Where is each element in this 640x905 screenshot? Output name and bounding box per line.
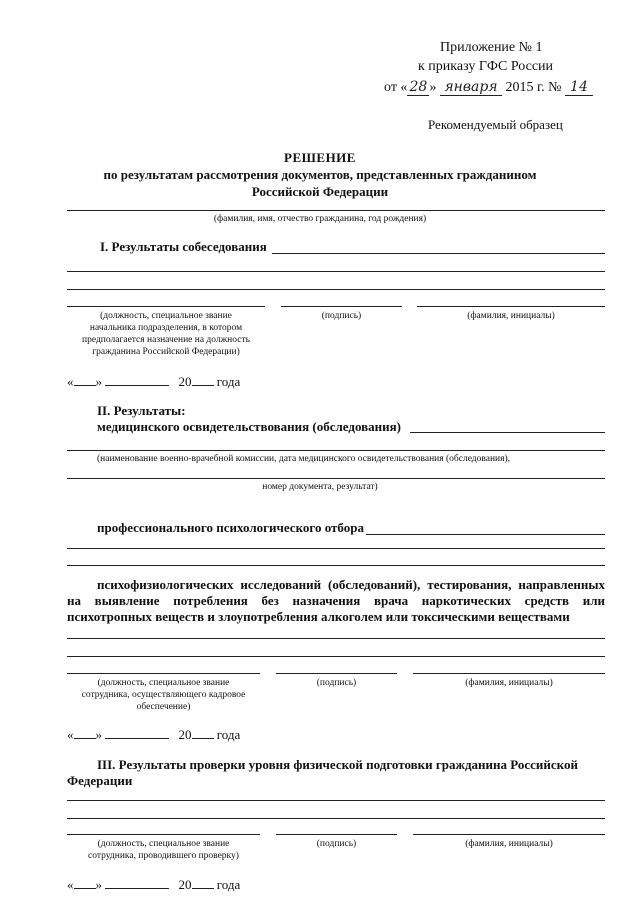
section1-position-caption [60,310,272,358]
date-open-quote: « [67,374,74,389]
section2-psych-label: профессионального психологического отбора [97,520,364,535]
section3-name-line[interactable] [413,834,605,835]
date-month-handwritten: января [440,79,502,96]
caption-line: сотрудника, проводившего проверку) [88,851,239,861]
date-day-handwritten: 28 [407,79,429,96]
section2-position-caption [60,677,267,713]
date-century: 20 [178,877,192,892]
section1-heading: I. Результаты собеседования [100,239,267,254]
section1-position-line[interactable] [67,306,265,307]
date-close-quote: » [95,374,102,389]
order-number-handwritten: 14 [565,79,593,96]
date-mid: » [429,80,437,95]
section2-medical-label: медицинского освидетельствования (обследования) [97,419,402,434]
date-prefix: от « [384,80,408,95]
caption-line: обеспечение) [136,702,191,712]
date-day-blank[interactable] [74,374,96,386]
section2-medical-fill-line[interactable] [410,432,605,433]
section2-name-caption: (фамилия, инициалы) [465,678,553,688]
section3-position-caption [60,838,267,862]
date-month-blank[interactable] [105,727,169,739]
section3-signature-caption: (подпись) [316,839,357,849]
citizen-caption: (фамилия, имя, отчество гражданина, год рождения) [213,214,427,224]
section1-name-caption: (фамилия, инициалы) [467,311,555,321]
section2-psych-fill-line[interactable] [366,534,605,535]
section1-date [67,374,240,390]
citizen-name-line[interactable] [67,210,605,211]
section2-psychophys-line1: психофизиологических исследований (обследований), тестирования, направленных [97,577,605,592]
section2-position-line[interactable] [67,673,260,674]
date-year: 2015 г. № [505,80,562,95]
document-title: РЕШЕНИЕ [284,150,356,165]
caption-line: гражданина Российской Федерации) [92,347,240,357]
section2-signature-caption: (подпись) [316,678,357,688]
section3-signature-line[interactable] [276,834,397,835]
section2-psych-line-2[interactable] [67,548,605,549]
date-close-quote: » [95,877,102,892]
section1-signature-line[interactable] [281,306,402,307]
date-year-blank[interactable] [192,374,214,386]
section3-name-caption: (фамилия, инициалы) [465,839,553,849]
date-year-blank[interactable] [192,727,214,739]
caption-line: начальника подразделения, в котором [89,323,243,333]
date-century: 20 [178,374,192,389]
section2-psychophys-line3: психотропных веществ и злоупотребления алкоголем или токсическими веществами [67,609,570,624]
date-day-blank[interactable] [74,727,96,739]
sample-label: Рекомендуемый образец [428,117,563,132]
order-label: к приказу ГФС России [418,59,554,74]
section3-position-line[interactable] [67,834,260,835]
caption-line: предполагается назначение на должность [82,335,250,345]
section2-medical-caption-2: номер документа, результат) [262,482,378,492]
date-day-blank[interactable] [74,877,96,889]
section1-name-line[interactable] [417,306,605,307]
section2-medical-caption-1: (наименование военно-врачебной комиссии, дата медицинского освидетельствования (обследования), [97,454,511,464]
section3-heading-line1: III. Результаты проверки уровня физической подготовки гражданина Российской [97,757,578,772]
section1-fill-line[interactable] [272,253,605,254]
date-century: 20 [178,727,192,742]
date-close-quote: » [95,727,102,742]
section2-psychophys-line2: на выявление потребления без назначения врача наркотических средств или [67,593,605,608]
caption-line: (должность, специальное звание [100,311,232,321]
section2-medical-line-3[interactable] [67,478,605,479]
section1-line-3[interactable] [67,289,605,290]
section2-name-line[interactable] [413,673,605,674]
caption-line: сотрудника, осуществляющего кадровое [81,690,246,700]
date-word: года [216,877,241,892]
date-year-blank[interactable] [192,877,214,889]
section2-date [67,727,240,743]
order-date-line [384,79,593,96]
date-open-quote: « [67,727,74,742]
document-subtitle-line2: Российской Федерации [251,184,389,199]
date-word: года [216,727,241,742]
section2-medical-line-2[interactable] [67,450,605,451]
section1-signature-caption: (подпись) [321,311,362,321]
section2-psychophys-line-b[interactable] [67,656,605,657]
section3-line-1[interactable] [67,800,605,801]
section3-line-2[interactable] [67,818,605,819]
section1-line-2[interactable] [67,271,605,272]
document-subtitle-line1: по результатам рассмотрения документов, представленных гражданином [103,167,537,182]
section3-heading-line2: Федерации [67,773,133,788]
caption-line: (должность, специальное звание [97,839,230,849]
section2-psychophys-line-a[interactable] [67,638,605,639]
date-month-blank[interactable] [105,877,169,889]
caption-line: (должность, специальное звание [97,678,230,688]
date-month-blank[interactable] [105,374,169,386]
section2-psych-line-3[interactable] [67,565,605,566]
section2-signature-line[interactable] [276,673,397,674]
appendix-label: Приложение № 1 [440,40,543,55]
section3-date [67,877,240,893]
section2-heading: II. Результаты: [97,403,186,418]
date-open-quote: « [67,877,74,892]
date-word: года [216,374,241,389]
